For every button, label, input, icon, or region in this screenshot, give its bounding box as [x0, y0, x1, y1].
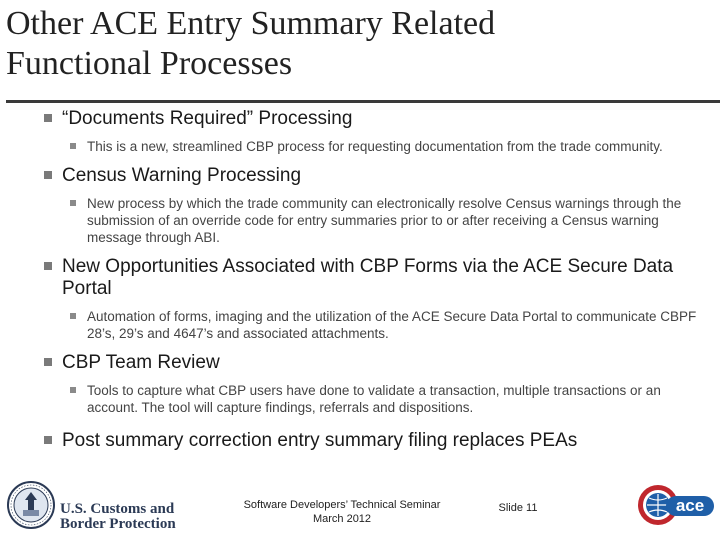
- sub-bullet: [70, 308, 704, 342]
- square-bullet-icon: [70, 387, 76, 393]
- title-line-2: Functional Processes: [6, 45, 293, 82]
- slide-title: [6, 4, 706, 84]
- square-bullet-icon: [70, 200, 76, 206]
- square-bullet-icon: [44, 262, 52, 270]
- title-divider: [6, 100, 720, 103]
- square-bullet-icon: [70, 313, 76, 319]
- slide-number: Slide 11: [498, 502, 538, 514]
- bullet-heading: Post summary correction entry summary filing replaces PEAs: [62, 430, 578, 451]
- bullet-heading: New Opportunities Associated with CBP Forms via the ACE Secure Data Portal: [62, 256, 674, 299]
- bullet-heading: “Documents Required” Processing: [62, 108, 353, 129]
- sub-bullet: [70, 195, 704, 246]
- square-bullet-icon: [44, 436, 52, 444]
- square-bullet-icon: [44, 114, 52, 122]
- sub-bullet: [70, 382, 704, 416]
- sub-bullet-text: Tools to capture what CBP users have done to validate a transaction, multiple transactions or an account. The tool will capture findings, referrals and dispositions.: [87, 383, 661, 415]
- bullet-team-review: [44, 352, 704, 374]
- title-line-1: Other ACE Entry Summary Related: [6, 5, 496, 42]
- bullet-post-summary: [44, 430, 704, 452]
- square-bullet-icon: [70, 143, 76, 149]
- bullet-cbp-forms: [44, 256, 704, 300]
- slide-footer: [0, 472, 720, 540]
- sub-bullet: [70, 138, 704, 155]
- ace-logo: [636, 482, 716, 528]
- square-bullet-icon: [44, 358, 52, 366]
- agency-name: U.S. Customs and Border Protection: [60, 501, 176, 532]
- sub-bullet-text: This is a new, streamlined CBP process for requesting documentation from the trade community.: [87, 139, 663, 154]
- bullet-list: [44, 106, 704, 452]
- sub-bullet-text: New process by which the trade community can electronically resolve Census warnings through the submission of an override code for entry summaries prior to or after receiving a Census warning message through ABI.: [87, 196, 682, 245]
- square-bullet-icon: [44, 171, 52, 179]
- sub-bullet-text: Automation of forms, imaging and the utilization of the ACE Secure Data Portal to communicate CBPF 28’s, 29’s and 4647’s and associated attachments.: [87, 309, 697, 341]
- cbp-logo: [6, 480, 178, 532]
- bullet-census-warning: [44, 165, 704, 187]
- bullet-heading: Census Warning Processing: [62, 165, 302, 186]
- seminar-caption: Software Developers’ Technical Seminar March 2012: [243, 499, 441, 525]
- bullet-heading: CBP Team Review: [62, 352, 220, 373]
- ace-logo-text: ace: [675, 496, 705, 515]
- bullet-documents-required: [44, 108, 704, 130]
- dhs-seal-icon: [6, 480, 56, 530]
